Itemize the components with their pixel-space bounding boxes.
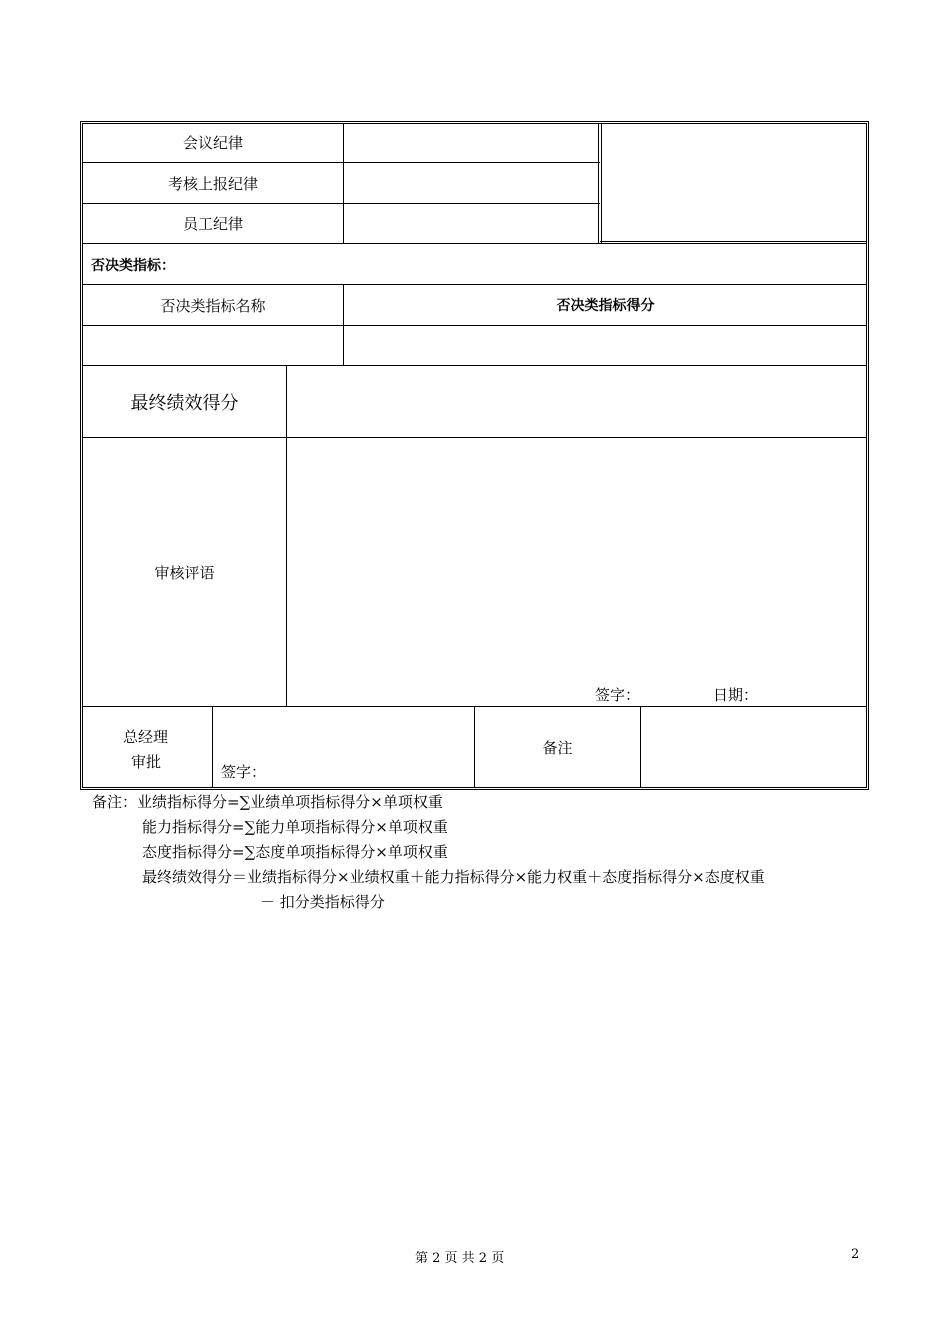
veto-section-title: 否决类指标： [91, 258, 175, 274]
column-divider [598, 123, 599, 243]
row-label-staff-discipline: 员工纪律 [182, 215, 243, 233]
final-score-label: 最终绩效得分 [130, 392, 239, 414]
notes-line: 能力指标得分=∑能力单项指标得分×单项权重 [142, 818, 448, 836]
row-divider [82, 243, 867, 244]
row-divider [82, 325, 867, 326]
column-divider [640, 706, 641, 788]
notes-line: 最终绩效得分＝业绩指标得分×业绩权重＋能力指标得分×能力权重＋态度指标得分×态度权重 [142, 868, 765, 886]
column-divider [286, 365, 287, 706]
veto-name-header: 否决类指标名称 [160, 296, 266, 315]
notes-block [92, 790, 765, 915]
column-divider [343, 123, 344, 243]
row-label-report-discipline: 考核上报纪律 [167, 174, 258, 193]
row-label-meeting-discipline: 会议纪律 [182, 134, 243, 152]
gm-approval-label-line1: 总经理 [123, 728, 169, 746]
gm-approval-label-line2: 审批 [131, 753, 162, 771]
column-divider [601, 123, 602, 243]
notes-continuation: － 扣分类指标得分 [260, 893, 385, 911]
page-info: 第 2 页 共 2 页 [415, 1251, 505, 1266]
veto-score-header: 否决类指标得分 [556, 298, 655, 314]
notes-line: 业绩指标得分=∑业绩单项指标得分×单项权重 [137, 793, 443, 811]
notes-line: 态度指标得分=∑态度单项指标得分×单项权重 [142, 843, 448, 861]
page-number: 2 [851, 1247, 860, 1262]
gm-sign-label: 签字： [221, 763, 267, 781]
review-label: 审核评语 [154, 563, 215, 582]
remarks-label: 备注 [542, 739, 573, 757]
column-divider [212, 706, 213, 788]
notes-prefix: 备注： [92, 793, 138, 811]
review-sign-label: 签字： [595, 686, 641, 704]
review-date-label: 日期： [713, 686, 759, 704]
row-divider [600, 241, 867, 242]
